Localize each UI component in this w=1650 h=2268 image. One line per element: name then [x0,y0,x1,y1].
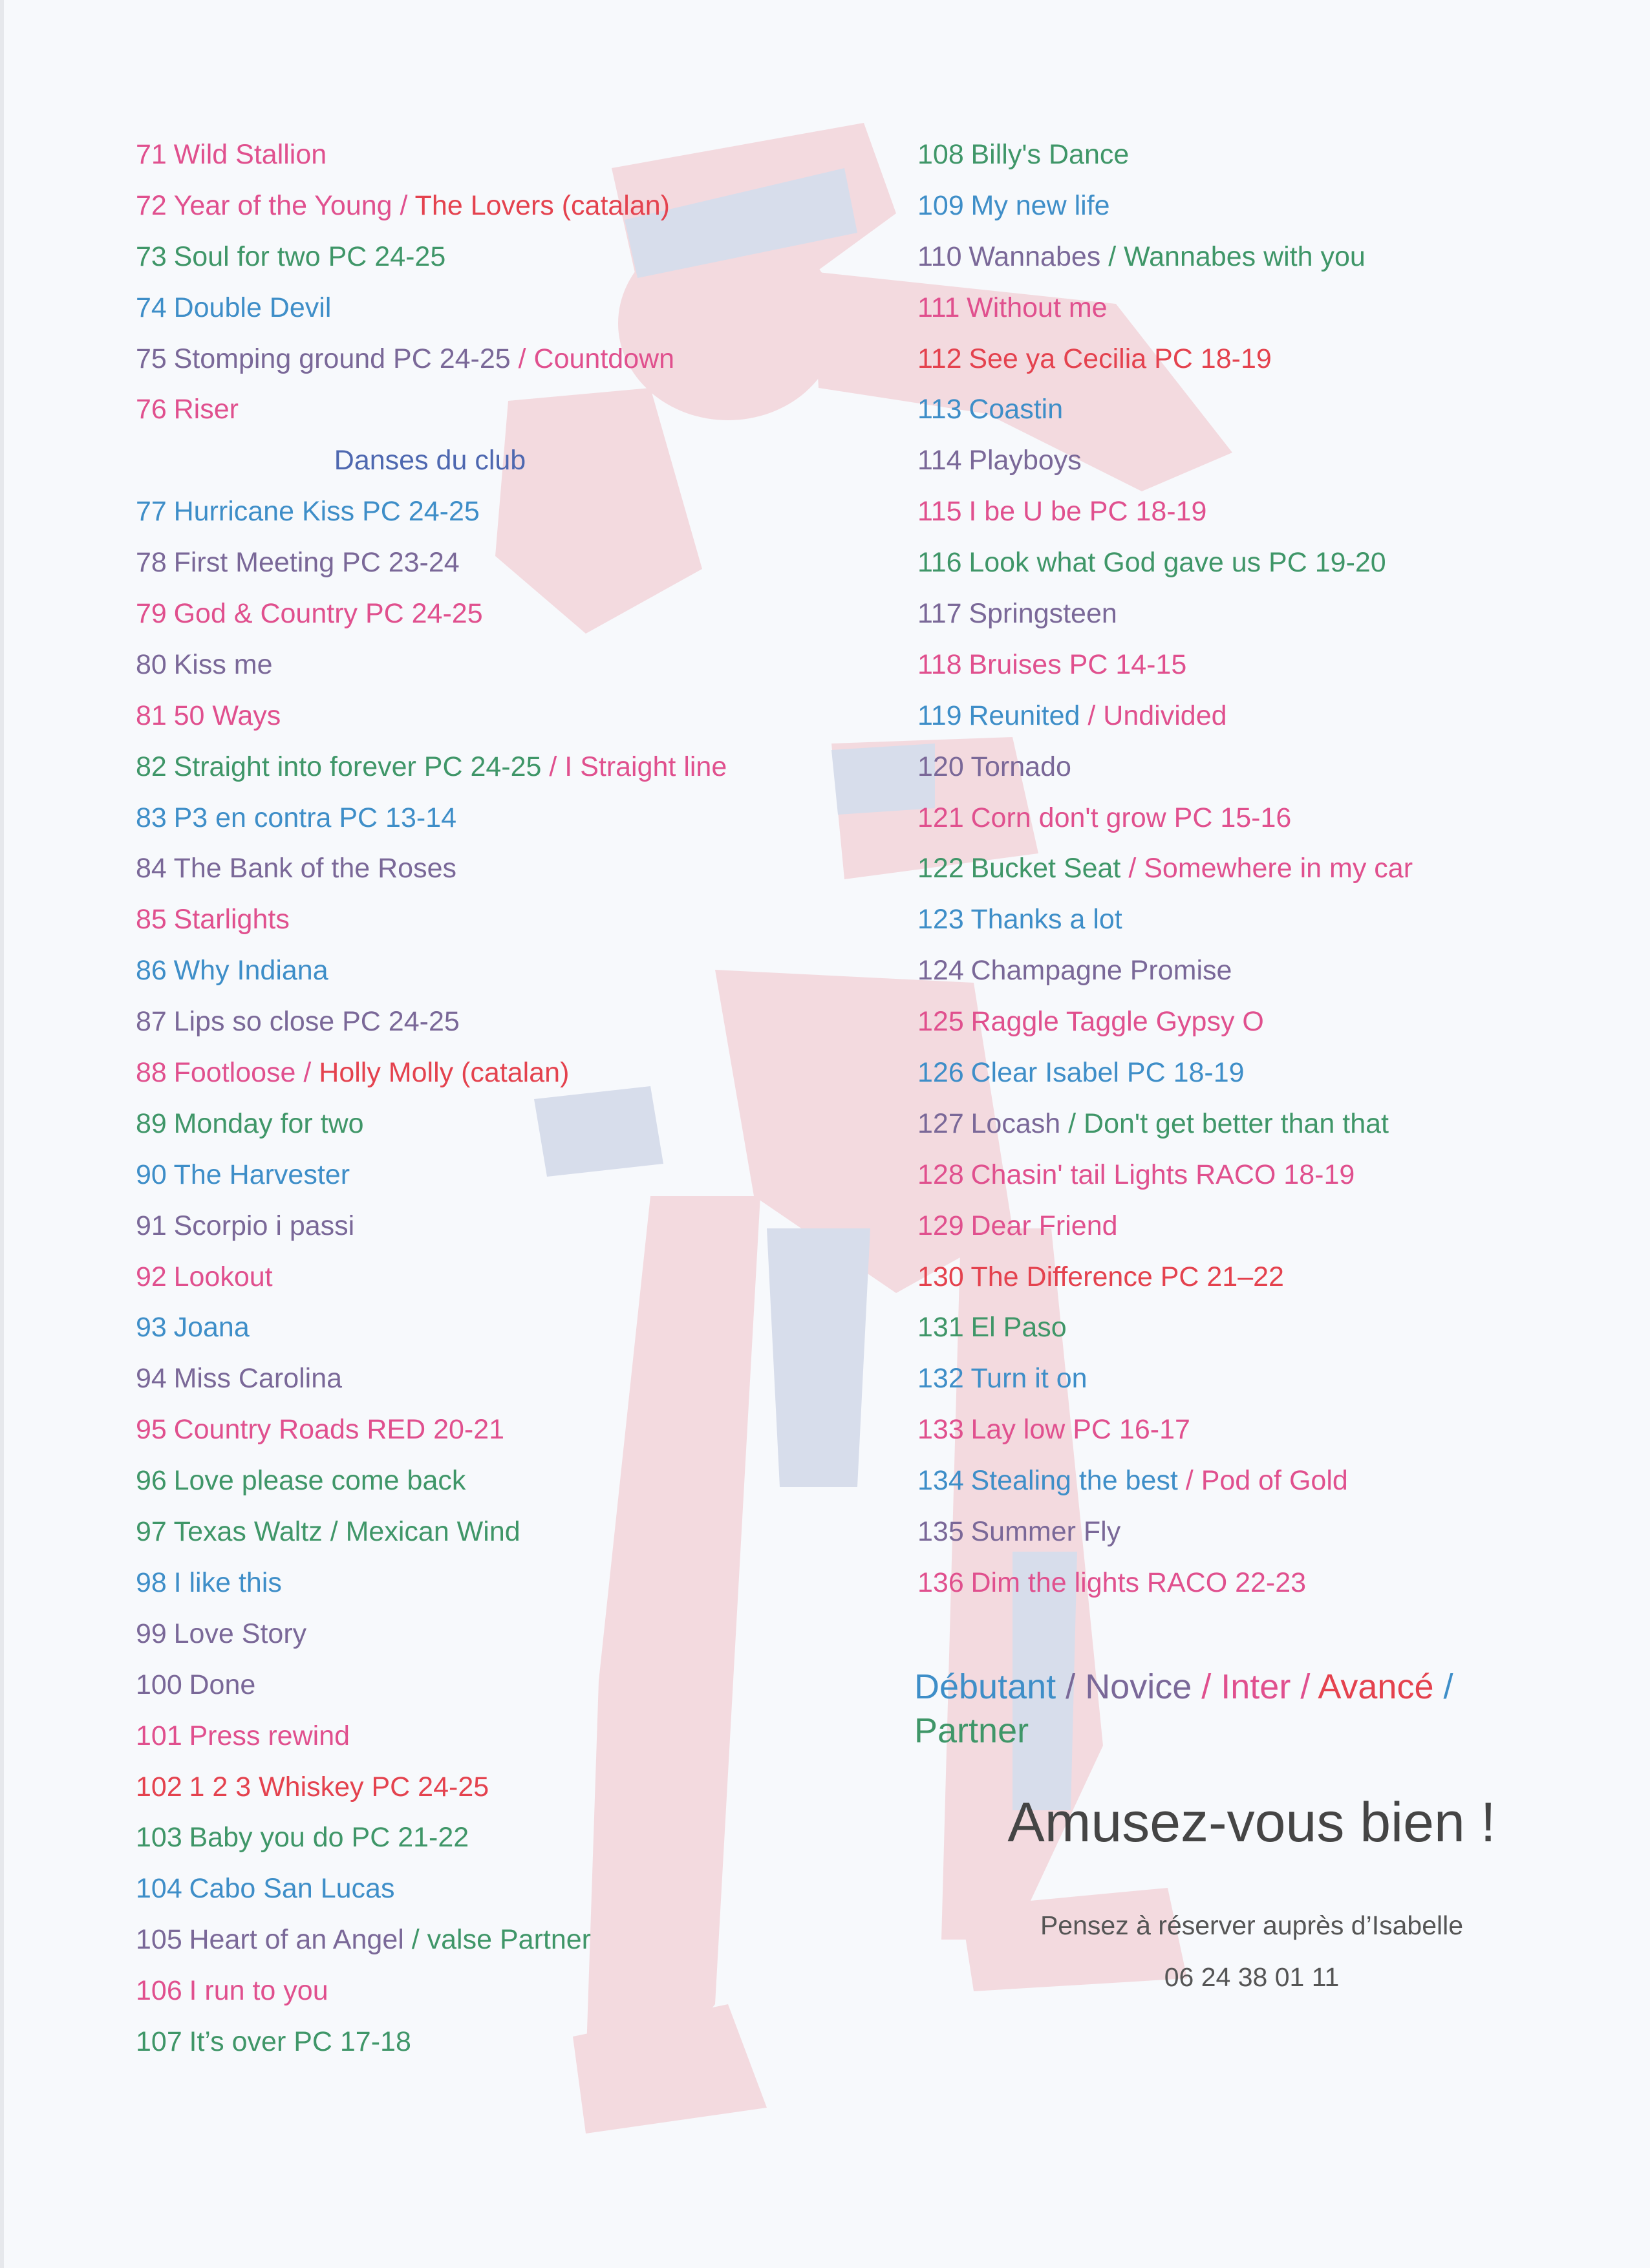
dance-item [917,283,1564,334]
dance-number: 89 [136,1107,167,1139]
dance-title-part: / [541,751,565,782]
dance-number: 125 [917,1006,964,1038]
dance-title-part: Double Devil [173,292,332,323]
dance-title-part: I like this [173,1567,282,1598]
dance-item [136,742,879,793]
dance-number: 136 [917,1567,964,1598]
dance-number: 113 [917,394,962,425]
dance-item [917,1353,1564,1404]
dance-title-part: Lookout [173,1261,273,1292]
dance-title-part: Somewhere in my car [1144,853,1413,884]
dance-number: 120 [917,751,964,782]
dance-title-part: I Straight line [564,751,727,782]
dance-number: 104 [136,1873,182,1905]
dance-item [136,1660,879,1711]
dance-number: 94 [136,1363,167,1395]
dance-title-part: Bucket Seat [970,853,1121,884]
dance-title-part: / [1080,700,1104,731]
dance-number: 77 [136,496,167,528]
dance-item [136,843,879,894]
level-legend [914,1665,1561,1753]
reservation-note: Pensez à réserver auprès d’Isabelle [1040,1910,1464,1940]
legend-level-inter: / [1291,1667,1318,1706]
dance-item [136,334,879,385]
dance-number: 79 [136,598,167,630]
dance-number: 71 [136,139,167,170]
dance-number: 134 [917,1465,964,1497]
dance-title-part: Wannabes [969,241,1101,272]
dance-title-part: Soul for two PC 24-25 [173,241,446,272]
dance-number: 98 [136,1567,167,1598]
dance-number: 123 [917,904,964,936]
dance-title-part: Lay low PC 16-17 [970,1414,1190,1446]
dance-title-part: Scorpio i passi [173,1210,355,1241]
dance-number: 90 [136,1159,167,1190]
dance-item [136,1812,879,1863]
dance-item [136,1914,879,1965]
dance-item [136,1302,879,1353]
phone-number: 06 24 38 01 11 [1164,1962,1340,1992]
dance-number: 91 [136,1210,167,1241]
dance-title-part: Undivided [1103,700,1227,731]
dance-item [917,384,1564,435]
dance-title-part: The Lovers (catalan) [414,189,670,221]
dance-item [136,639,879,690]
dance-item [136,588,879,639]
dance-title-part: / [1060,1107,1084,1139]
dance-title-part: Thanks a lot [970,904,1122,936]
dance-item [917,180,1564,231]
dance-number: 130 [917,1261,964,1292]
dance-number: 92 [136,1261,167,1292]
dance-title-part: Love please come back [173,1465,466,1497]
dance-title-part: Turn it on [970,1363,1088,1395]
dance-item [917,1252,1564,1303]
dance-item [136,231,879,283]
dance-item [136,996,879,1047]
dance-item [917,1047,1564,1098]
dance-number: 117 [917,598,962,630]
dance-item [136,180,879,231]
dance-item [136,129,879,180]
dance-title-part: Bruises PC 14-15 [969,648,1187,680]
dance-item [136,1609,879,1660]
dance-title-part: Springsteen [969,598,1117,630]
dance-list-right [917,129,1564,1609]
dance-number: 116 [917,547,962,579]
dance-title-part: Stealing the best [970,1465,1178,1497]
dance-title-part: Billy's Dance [970,139,1130,170]
dance-item [136,1711,879,1762]
dance-item [917,996,1564,1047]
dance-item [917,945,1564,996]
dance-number: 114 [917,445,962,476]
dance-item [136,1098,879,1150]
dance-item [136,283,879,334]
dance-item [917,1302,1564,1353]
dance-title-part: Texas Waltz / Mexican Wind [173,1516,520,1548]
dance-title-part: / [295,1057,319,1089]
dance-item [136,1150,879,1201]
dance-title-part: First Meeting PC 23-24 [173,547,460,579]
dance-item [136,1965,879,2017]
dance-number: 131 [917,1312,964,1343]
dance-title-part: Riser [173,394,239,425]
dance-title-part: Wannabes with you [1124,241,1366,272]
dance-number: 87 [136,1006,167,1038]
dance-item [136,1353,879,1404]
dance-title-part: The Harvester [173,1159,350,1190]
dance-number: 83 [136,802,167,833]
dance-title-part: Stomping ground PC 24-25 [173,343,511,374]
dance-item [136,1557,879,1609]
dance-number: 109 [917,189,964,221]
dance-title-part: Baby you do PC 21-22 [189,1822,469,1854]
dance-title-part: Monday for two [173,1107,364,1139]
legend-level-partner: Partner [914,1711,1029,1750]
dance-item [917,1201,1564,1252]
dance-title-part: P3 en contra PC 13-14 [173,802,457,833]
dance-number: 110 [917,241,962,272]
dance-title-part: Wild Stallion [173,139,327,170]
dance-title-part: Don't get better than that [1084,1107,1389,1139]
dance-number: 127 [917,1107,964,1139]
dance-title-part: valse Partner [427,1924,591,1956]
dance-title-part: My new life [970,189,1110,221]
dance-item [136,1201,879,1252]
dance-title-part: Country Roads RED 20-21 [173,1414,505,1446]
legend-level-novice: Novice [1085,1667,1192,1706]
dance-number: 82 [136,751,167,782]
dance-title-part: / [510,343,534,374]
dance-number: 103 [136,1822,182,1854]
dance-item [917,690,1564,742]
dance-title-part: Playboys [969,445,1082,476]
dance-number: 93 [136,1312,167,1343]
dance-number: 99 [136,1618,167,1649]
dance-title-part: Locash [970,1107,1061,1139]
legend-level-novice: / [1056,1667,1086,1706]
dance-item [917,1404,1564,1455]
dance-number: 128 [917,1159,964,1190]
dance-title-part: Joana [173,1312,250,1343]
dance-title-part: Hurricane Kiss PC 24-25 [173,496,480,528]
dance-title-part: Raggle Taggle Gypsy O [970,1006,1264,1038]
dance-title-part: Coastin [969,394,1064,425]
dance-title-part: Press rewind [189,1720,350,1751]
dance-item [917,793,1564,844]
dance-item [136,1863,879,1914]
dance-number: 118 [917,648,962,680]
dance-title-part: Miss Carolina [173,1363,343,1395]
dance-title-part: Look what God gave us PC 19-20 [969,547,1386,579]
dance-title-part: Lips so close PC 24-25 [173,1006,460,1038]
legend-level-avance: Avancé [1318,1667,1434,1706]
dance-number: 108 [917,139,964,170]
dance-title-part: / [1120,853,1144,884]
dance-title-part: Tornado [970,751,1071,782]
dance-item [917,231,1564,283]
dance-item [917,742,1564,793]
dance-item [917,129,1564,180]
dance-number: 119 [917,700,962,731]
dance-title-part: Love Story [173,1618,307,1649]
dance-item [917,334,1564,385]
dance-title-part: Corn don't grow PC 15-16 [970,802,1292,833]
section-heading: Danses du club [334,445,526,476]
dance-number: 75 [136,343,167,374]
dance-item [917,1557,1564,1609]
dance-title-part: 50 Ways [173,700,281,731]
dance-number: 115 [917,496,962,528]
dance-title-part: / [1100,241,1124,272]
dance-title-part: Without me [967,292,1108,323]
legend-level-inter: / [1192,1667,1221,1706]
dance-item [136,537,879,588]
dance-number: 95 [136,1414,167,1446]
dance-number: 78 [136,547,167,579]
dance-number: 96 [136,1465,167,1497]
dance-title-part: Chasin' tail Lights RACO 18-19 [970,1159,1355,1190]
closing-message: Amusez-vous bien ! [1007,1792,1496,1854]
dance-number: 81 [136,700,167,731]
dance-item [917,588,1564,639]
dance-title-part: Dear Friend [970,1210,1118,1241]
dance-item [136,894,879,945]
dance-title-part: Footloose [173,1057,296,1089]
dance-item [917,894,1564,945]
dance-title-part: Champagne Promise [970,955,1232,987]
dance-item [136,486,879,537]
dance-number: 73 [136,241,167,272]
dance-title-part: God & Country PC 24-25 [173,598,483,630]
dance-title-part: It’s over PC 17-18 [189,2026,411,2057]
dance-title-part: / [392,189,415,221]
dance-number: 124 [917,955,964,987]
dance-item [917,843,1564,894]
dance-number: 126 [917,1057,964,1089]
legend-level-inter: Inter [1221,1667,1291,1706]
dance-item [917,1150,1564,1201]
dance-title-part: Pod of Gold [1201,1465,1348,1497]
dance-title-part: Starlights [173,904,290,936]
dance-title-part: Summer Fly [970,1516,1121,1548]
dance-title-part: The Difference PC 21–22 [970,1261,1284,1292]
dance-title-part: Clear Isabel PC 18-19 [970,1057,1245,1089]
dance-title-part: 1 2 3 Whiskey PC 24-25 [189,1771,489,1803]
dance-number: 121 [917,802,964,833]
dance-item [136,1252,879,1303]
dance-title-part: The Bank of the Roses [173,853,457,884]
dance-item [136,1047,879,1098]
dance-item [917,1098,1564,1150]
dance-item [136,793,879,844]
dance-item [917,435,1564,486]
dance-number: 111 [917,292,960,323]
dance-number: 133 [917,1414,964,1446]
dance-number: 112 [917,343,962,374]
dance-number: 100 [136,1669,182,1700]
dance-number: 88 [136,1057,167,1089]
dance-item [136,1762,879,1813]
dance-title-part: / [1177,1465,1201,1497]
dance-list-left [136,129,879,2068]
dance-item [917,1455,1564,1506]
dance-title-part: I run to you [189,1975,328,2007]
dance-number: 84 [136,853,167,884]
dance-title-part: Countdown [533,343,675,374]
dance-title-part: Done [189,1669,256,1700]
dance-item [136,1404,879,1455]
dance-title-part: Dim the lights RACO 22-23 [970,1567,1307,1598]
dance-title-part: Holly Molly (catalan) [319,1057,570,1089]
dance-item [136,690,879,742]
dance-title-part: Cabo San Lucas [189,1873,395,1905]
dance-number: 129 [917,1210,964,1241]
dance-title-part: / [403,1924,427,1956]
dance-number: 86 [136,955,167,987]
dance-title-part: See ya Cecilia PC 18-19 [969,343,1272,374]
dance-title-part: Why Indiana [173,955,328,987]
dance-item [917,639,1564,690]
dance-item [136,384,879,435]
dance-number: 107 [136,2026,182,2057]
dance-number: 101 [136,1720,182,1751]
dance-title-part: Straight into forever PC 24-25 [173,751,542,782]
dance-number: 132 [917,1363,964,1395]
dance-number: 85 [136,904,167,936]
dance-number: 102 [136,1771,182,1803]
legend-level-debutant: Débutant [914,1667,1056,1706]
dance-number: 74 [136,292,167,323]
dance-title-part: Year of the Young [173,189,392,221]
dance-number: 122 [917,853,964,884]
dance-number: 135 [917,1516,964,1548]
dance-item [136,1506,879,1557]
dance-item [917,1506,1564,1557]
dance-item [136,945,879,996]
dance-number: 80 [136,648,167,680]
dance-number: 105 [136,1924,182,1956]
dance-title-part: Heart of an Angel [189,1924,404,1956]
dance-item [917,537,1564,588]
dance-title-part: Reunited [969,700,1080,731]
legend-level-debutant: / [1433,1667,1453,1706]
dance-number: 72 [136,189,167,221]
dance-item [917,486,1564,537]
dance-number: 106 [136,1975,182,2007]
dance-item [136,2017,879,2068]
dance-title-part: El Paso [970,1312,1067,1343]
dance-number: 97 [136,1516,167,1548]
dance-item [136,1455,879,1506]
dance-title-part: I be U be PC 18-19 [969,496,1207,528]
dance-title-part: Kiss me [173,648,273,680]
dance-number: 76 [136,394,167,425]
